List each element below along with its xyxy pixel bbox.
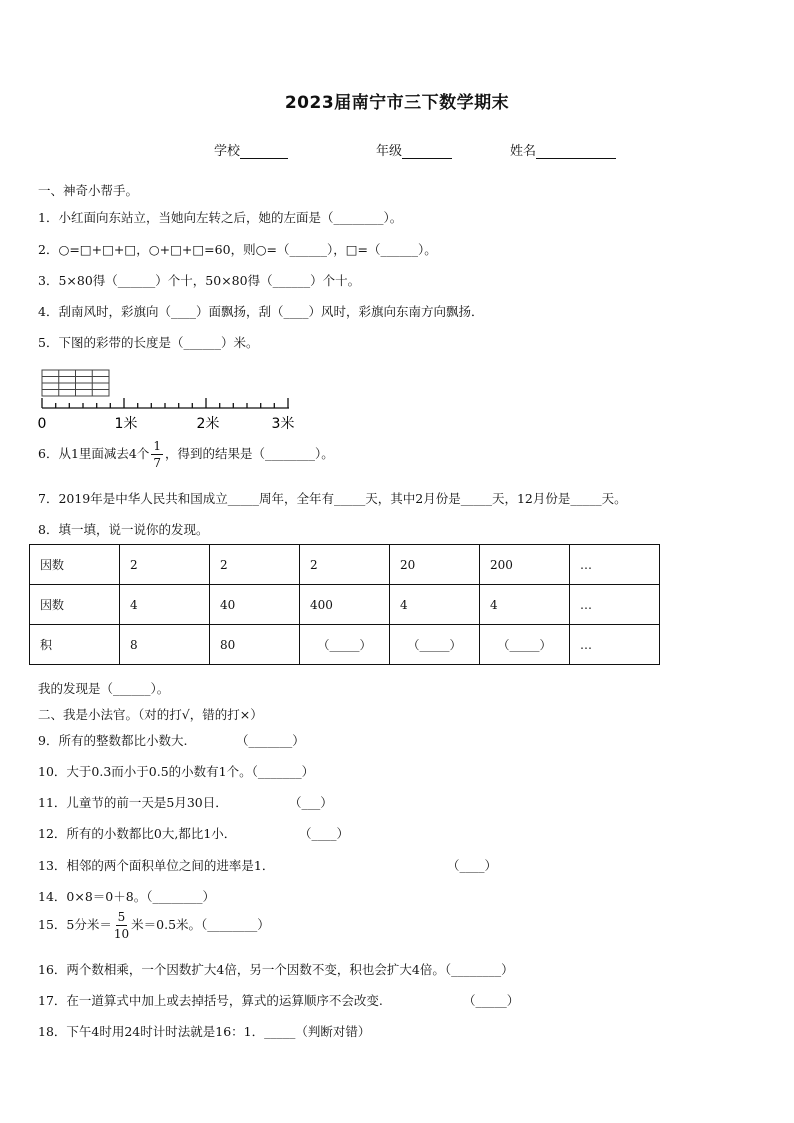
question-6-text-before: 6．从1里面减去4个 — [38, 446, 150, 461]
ruler-label-1m: 1米 — [114, 416, 138, 432]
question-13: 13．相邻的两个面积单位之间的进率是1． — [38, 858, 275, 873]
ribbon-figure — [42, 370, 109, 396]
table-cell: 80 — [210, 625, 300, 665]
question-1: 1．小红面向东站立，当她向左转之后，她的左面是（________）。 — [38, 210, 403, 225]
name-field — [510, 140, 616, 159]
table-cell: 20 — [390, 545, 480, 585]
section-2-heading: 二、我是小法官。（对的打√，错的打×） — [38, 707, 263, 722]
table-cell: … — [570, 585, 660, 625]
fraction — [114, 911, 129, 940]
table-cell: 4 — [120, 585, 210, 625]
question-11-blank[interactable]: （___） — [289, 795, 333, 810]
table-cell: 4 — [480, 585, 570, 625]
factor-table — [29, 544, 660, 665]
question-3: 3．5×80得（______）个十，50×80得（______）个十。 — [38, 273, 361, 288]
question-6-text-after: ，得到的结果是（________）。 — [165, 446, 334, 461]
question-16 — [38, 960, 514, 978]
table-cell: 2 — [210, 545, 300, 585]
table-cell: … — [570, 625, 660, 665]
question-2: 2．○=□+□+□，○+□+□=60，则○=（______），□=（______）。 — [38, 242, 437, 257]
question-15 — [38, 911, 270, 940]
question-8: 8．填一填，说一说你的发现。 — [38, 522, 209, 537]
grade-label: 年级 — [376, 144, 403, 159]
table-cell: 因数 — [30, 545, 120, 585]
question-17-blank[interactable]: （_____） — [463, 993, 520, 1008]
ruler-label-3m: 3米 — [271, 416, 295, 432]
question-4: 4．刮南风时，彩旗向（____）面飘扬，刮（____）风时，彩旗向东南方向飘扬． — [38, 304, 484, 319]
table-cell: … — [570, 545, 660, 585]
question-14-text: 14．0×8＝0＋8。 — [38, 889, 147, 904]
question-10-text: 10．大于0.3而小于0.5的小数有1个。 — [38, 764, 252, 779]
school-blank — [240, 145, 288, 159]
discovery-line: 我的发现是（______）。 — [38, 681, 170, 696]
ruler — [42, 398, 289, 408]
table-cell: 2 — [120, 545, 210, 585]
question-5: 5．下图的彩带的长度是（______）米。 — [38, 335, 259, 350]
name-label: 姓名 — [510, 144, 537, 159]
question-15-text-after: 米＝0.5米。（________） — [131, 917, 270, 932]
table-row — [30, 545, 660, 585]
table-cell: 积 — [30, 625, 120, 665]
question-15-text-before: 15．5分米＝ — [38, 917, 112, 932]
question-10-blank[interactable]: （_______） — [251, 764, 315, 779]
fraction-denominator: 10 — [113, 927, 130, 941]
question-9-blank[interactable]: （_______） — [236, 733, 305, 748]
name-blank — [536, 145, 616, 159]
question-14-blank[interactable]: （________） — [146, 889, 215, 904]
fraction-numerator: 1 — [153, 439, 161, 453]
page-title: 2023届南宁市三下数学期末 — [284, 93, 510, 113]
question-11: 11．儿童节的前一天是5月30日． — [38, 795, 228, 810]
answer-blank-cell[interactable]: （_____） — [300, 625, 390, 665]
question-12: 12．所有的小数都比0大,都比1小． — [38, 826, 237, 841]
question-14 — [38, 887, 215, 905]
question-12-blank[interactable]: （____） — [299, 826, 350, 841]
table-row — [30, 585, 660, 625]
question-10 — [38, 762, 314, 780]
grade-field — [376, 140, 452, 159]
answer-blank-cell[interactable]: （_____） — [390, 625, 480, 665]
question-7: 7．2019年是中华人民共和国成立_____周年，全年有_____天，其中2月份是_____天，12月份是_____天。 — [38, 491, 627, 506]
question-18: 18．下午4时用24时计时法就是16：1．_____（判断对错） — [38, 1024, 371, 1039]
question-6 — [38, 440, 334, 469]
table-cell: 因数 — [30, 585, 120, 625]
table-cell: 200 — [480, 545, 570, 585]
ruler-label-2m: 2米 — [196, 416, 220, 432]
fraction — [151, 440, 163, 469]
answer-blank-cell[interactable]: （_____） — [480, 625, 570, 665]
question-16-blank[interactable]: （________） — [444, 962, 514, 977]
fraction-denominator: 7 — [153, 456, 161, 470]
fraction-numerator: 5 — [117, 910, 126, 924]
table-cell: 4 — [390, 585, 480, 625]
question-16-text: 16．两个数相乘，一个因数扩大4倍，另一个因数不变，积也会扩大4倍。 — [38, 962, 445, 977]
question-9: 9．所有的整数都比小数大. — [38, 733, 188, 748]
table-cell: 400 — [300, 585, 390, 625]
table-cell: 2 — [300, 545, 390, 585]
table-cell: 8 — [120, 625, 210, 665]
ruler-label-0: 0 — [37, 416, 47, 432]
ribbon-ruler-figure — [36, 364, 306, 436]
table-row — [30, 625, 660, 665]
school-field — [214, 140, 288, 159]
grade-blank — [402, 145, 452, 159]
school-label: 学校 — [214, 144, 241, 159]
section-1-heading: 一、神奇小帮手。 — [38, 183, 139, 198]
question-13-blank[interactable]: （____） — [447, 858, 498, 873]
question-17: 17．在一道算式中加上或去掉括号，算式的运算顺序不会改变. — [38, 993, 383, 1008]
table-cell: 40 — [210, 585, 300, 625]
